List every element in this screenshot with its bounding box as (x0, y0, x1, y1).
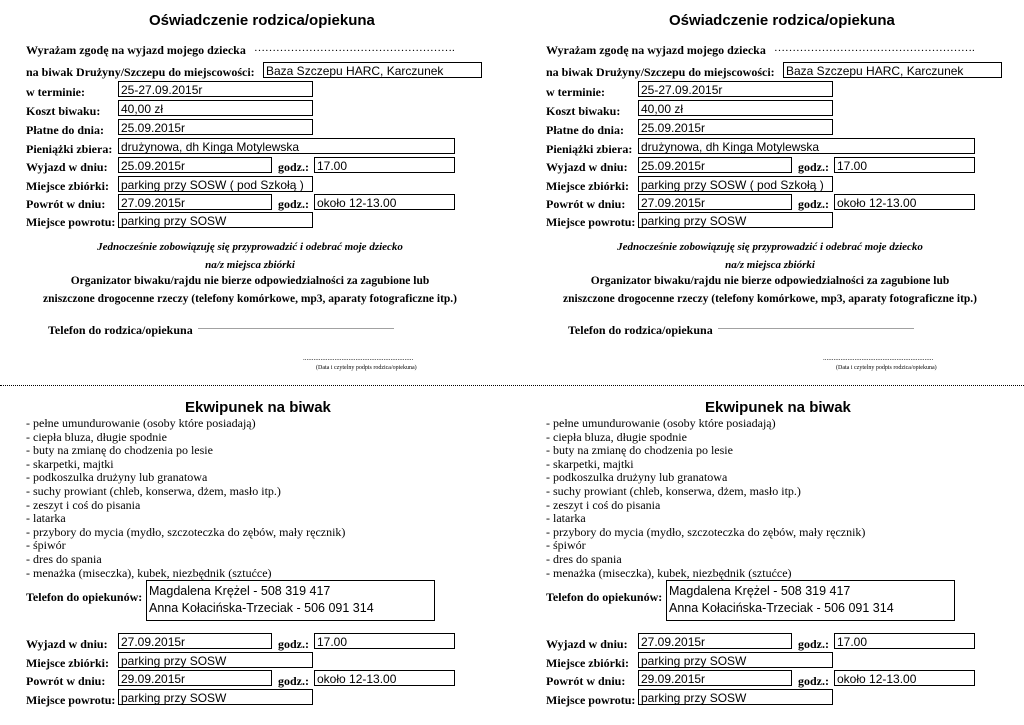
term-field[interactable]: 25-27.09.2015r (118, 81, 313, 97)
guardian-1: Magdalena Krężel - 508 319 417 (149, 584, 331, 598)
meeting-field[interactable]: parking przy SOSW (118, 652, 313, 668)
return-time-label: godz.: (278, 674, 309, 688)
signature-caption: (Data i czytelny podpis rodzica/opiekuna) (316, 365, 417, 371)
list-item: - dres do spania (546, 551, 622, 566)
consent-label: Wyrażam zgodę na wyjazd mojego dziecka (26, 43, 246, 57)
meeting-label: Miejsce zbiórki: (26, 656, 109, 670)
departure-time-field[interactable]: 17.00 (314, 633, 455, 649)
cost-field[interactable]: 40,00 zł (118, 100, 313, 116)
return-place-label: Miejsce powrotu: (26, 215, 116, 229)
list-item: - pełne umundurowanie (osoby które posiadają) (26, 416, 256, 430)
signature-caption: (Data i czytelny podpis rodzica/opiekuna) (836, 365, 937, 371)
obligation-line-1: Jednocześnie zobowiązuję się przyprowadzić i odebrać moje dziecko (617, 241, 923, 253)
signature-dots: ............................................................... (303, 354, 414, 362)
collector-field[interactable]: drużynowa, dh Kinga Motylewska (118, 138, 455, 154)
departure-time-field[interactable]: 17.00 (314, 157, 455, 173)
list-item: - zeszyt i coś do pisania (26, 497, 141, 512)
guardians-field[interactable] (146, 580, 435, 621)
phone-dots: .................................................................................................. (198, 322, 394, 331)
return-label: Powrót w dniu: (26, 197, 106, 211)
guardians-label: Telefon do opiekunów: (546, 590, 663, 604)
list-item: - śpiwór (26, 538, 66, 553)
camp-label: na biwak Drużyny/Szczepu do miejscowości: (26, 65, 255, 79)
meeting-field[interactable]: parking przy SOSW (638, 652, 833, 668)
list-item: - skarpetki, majtki (546, 456, 634, 471)
disclaimer-line-2: zniszczone drogocenne rzeczy (telefony komórkowe, mp3, aparaty fotograficzne itp.) (563, 293, 977, 305)
term-label: w terminie: (26, 85, 85, 99)
departure-time-field[interactable]: 17.00 (834, 633, 975, 649)
list-item: - śpiwór (546, 538, 586, 553)
return-date-field[interactable]: 27.09.2015r (118, 194, 272, 210)
equipment-list (26, 417, 345, 580)
departure-date-field[interactable]: 25.09.2015r (638, 157, 792, 173)
term-label: w terminie: (546, 85, 605, 99)
departure-time-label: godz.: (798, 637, 829, 651)
due-field[interactable]: 25.09.2015r (638, 119, 833, 135)
list-item: - menażka (miseczka), kubek, niezbędnik (sztućce) (26, 565, 272, 580)
return-time-field[interactable]: około 12-13.00 (834, 194, 975, 210)
guardian-2: Anna Kołacińska-Trzeciak - 506 091 314 (669, 601, 894, 615)
departure-label: Wyjazd w dniu: (546, 637, 628, 651)
return-time-field[interactable]: około 12-13.00 (834, 670, 975, 686)
consent-dots: ………………………………………………. (774, 42, 975, 54)
return-time-label: godz.: (798, 674, 829, 688)
return-date-field[interactable]: 29.09.2015r (118, 670, 272, 686)
list-item: - menażka (miseczka), kubek, niezbędnik (sztućce) (546, 565, 792, 580)
disclaimer-line-1: Organizator biwaku/rajdu nie bierze odpowiedzialności za zagubione lub (70, 275, 430, 287)
meeting-field[interactable]: parking przy SOSW ( pod Szkołą ) (118, 176, 313, 192)
list-item: - ciepła bluza, długie spodnie (26, 429, 167, 444)
list-item: - suchy prowiant (chleb, konserwa, dżem, masło itp.) (26, 483, 281, 498)
departure-time-label: godz.: (278, 160, 309, 174)
return-label: Powrót w dniu: (26, 674, 106, 688)
departure-time-label: godz.: (278, 637, 309, 651)
return-place-field[interactable]: parking przy SOSW (118, 689, 313, 705)
due-label: Płatne do dnia: (26, 123, 105, 137)
consent-dots: ………………………………………………. (254, 42, 455, 54)
list-item: - zeszyt i coś do pisania (546, 497, 661, 512)
disclaimer-line-2: zniszczone drogocenne rzeczy (telefony komórkowe, mp3, aparaty fotograficzne itp.) (43, 293, 457, 305)
return-time-field[interactable]: około 12-13.00 (314, 670, 455, 686)
return-label: Powrót w dniu: (546, 674, 626, 688)
meeting-label: Miejsce zbiórki: (546, 179, 629, 193)
obligation-line-2: na/z miejsca zbiórki (205, 259, 295, 271)
list-item: - latarka (26, 511, 66, 526)
obligation-line-1: Jednocześnie zobowiązuję się przyprowadzić i odebrać moje dziecko (97, 241, 403, 253)
return-place-field[interactable]: parking przy SOSW (118, 212, 313, 228)
return-time-label: godz.: (278, 197, 309, 211)
statement-title: Oświadczenie rodzica/opiekuna (149, 12, 375, 29)
term-field[interactable]: 25-27.09.2015r (638, 81, 833, 97)
departure-label: Wyjazd w dniu: (546, 160, 628, 174)
equipment-list (546, 417, 865, 580)
return-label: Powrót w dniu: (546, 197, 626, 211)
list-item: - przybory do mycia (mydło, szczoteczka do zębów, mały ręcznik) (26, 524, 346, 539)
meeting-label: Miejsce zbiórki: (546, 656, 629, 670)
cut-line (0, 385, 1024, 386)
cost-label: Koszt biwaku: (26, 104, 101, 118)
return-time-field[interactable]: około 12-13.00 (314, 194, 455, 210)
disclaimer-line-1: Organizator biwaku/rajdu nie bierze odpowiedzialności za zagubione lub (590, 275, 950, 287)
return-place-label: Miejsce powrotu: (546, 693, 636, 707)
camp-place-field[interactable]: Baza Szczepu HARC, Karczunek (263, 62, 482, 78)
list-item: - ciepła bluza, długie spodnie (546, 429, 687, 444)
list-item: - pełne umundurowanie (osoby które posiadają) (546, 416, 776, 430)
return-date-field[interactable]: 27.09.2015r (638, 194, 792, 210)
meeting-label: Miejsce zbiórki: (26, 179, 109, 193)
signature-dots: ............................................................... (823, 354, 934, 362)
list-item: - buty na zmianę do chodzenia po lesie (26, 443, 213, 458)
cost-field[interactable]: 40,00 zł (638, 100, 833, 116)
list-item: - dres do spania (26, 551, 102, 566)
consent-label: Wyrażam zgodę na wyjazd mojego dziecka (546, 43, 766, 57)
phone-label: Telefon do rodzica/opiekuna (568, 323, 713, 337)
return-place-field[interactable]: parking przy SOSW (638, 689, 833, 705)
list-item: - buty na zmianę do chodzenia po lesie (546, 443, 733, 458)
guardian-2: Anna Kołacińska-Trzeciak - 506 091 314 (149, 601, 374, 615)
meeting-field[interactable]: parking przy SOSW ( pod Szkołą ) (638, 176, 833, 192)
return-place-label: Miejsce powrotu: (26, 693, 116, 707)
departure-date-field[interactable]: 25.09.2015r (118, 157, 272, 173)
equipment-title: Ekwipunek na biwak (705, 399, 851, 416)
guardians-label: Telefon do opiekunów: (26, 590, 143, 604)
list-item: - skarpetki, majtki (26, 456, 114, 471)
due-field[interactable]: 25.09.2015r (118, 119, 313, 135)
list-item: - latarka (546, 511, 586, 526)
guardians-field[interactable] (666, 580, 955, 621)
collector-field[interactable]: drużynowa, dh Kinga Motylewska (638, 138, 975, 154)
due-label: Płatne do dnia: (546, 123, 625, 137)
guardian-1: Magdalena Krężel - 508 319 417 (669, 584, 851, 598)
return-date-field[interactable]: 29.09.2015r (638, 670, 792, 686)
departure-time-field[interactable]: 17.00 (834, 157, 975, 173)
phone-label: Telefon do rodzica/opiekuna (48, 323, 193, 337)
list-item: - suchy prowiant (chleb, konserwa, dżem, masło itp.) (546, 483, 801, 498)
departure-time-label: godz.: (798, 160, 829, 174)
list-item: - podkoszulka drużyny lub granatowa (546, 470, 728, 485)
statement-title: Oświadczenie rodzica/opiekuna (669, 12, 895, 29)
list-item: - przybory do mycia (mydło, szczoteczka do zębów, mały ręcznik) (546, 524, 866, 539)
collector-label: Pieniążki zbiera: (26, 142, 113, 156)
cost-label: Koszt biwaku: (546, 104, 621, 118)
return-time-label: godz.: (798, 197, 829, 211)
phone-dots: .................................................................................................. (718, 322, 914, 331)
collector-label: Pieniążki zbiera: (546, 142, 633, 156)
camp-label: na biwak Drużyny/Szczepu do miejscowości: (546, 65, 775, 79)
camp-place-field[interactable]: Baza Szczepu HARC, Karczunek (783, 62, 1002, 78)
departure-date-field[interactable]: 27.09.2015r (118, 633, 272, 649)
departure-label: Wyjazd w dniu: (26, 637, 108, 651)
equipment-title: Ekwipunek na biwak (185, 399, 331, 416)
departure-date-field[interactable]: 27.09.2015r (638, 633, 792, 649)
return-place-field[interactable]: parking przy SOSW (638, 212, 833, 228)
departure-label: Wyjazd w dniu: (26, 160, 108, 174)
return-place-label: Miejsce powrotu: (546, 215, 636, 229)
list-item: - podkoszulka drużyny lub granatowa (26, 470, 208, 485)
obligation-line-2: na/z miejsca zbiórki (725, 259, 815, 271)
